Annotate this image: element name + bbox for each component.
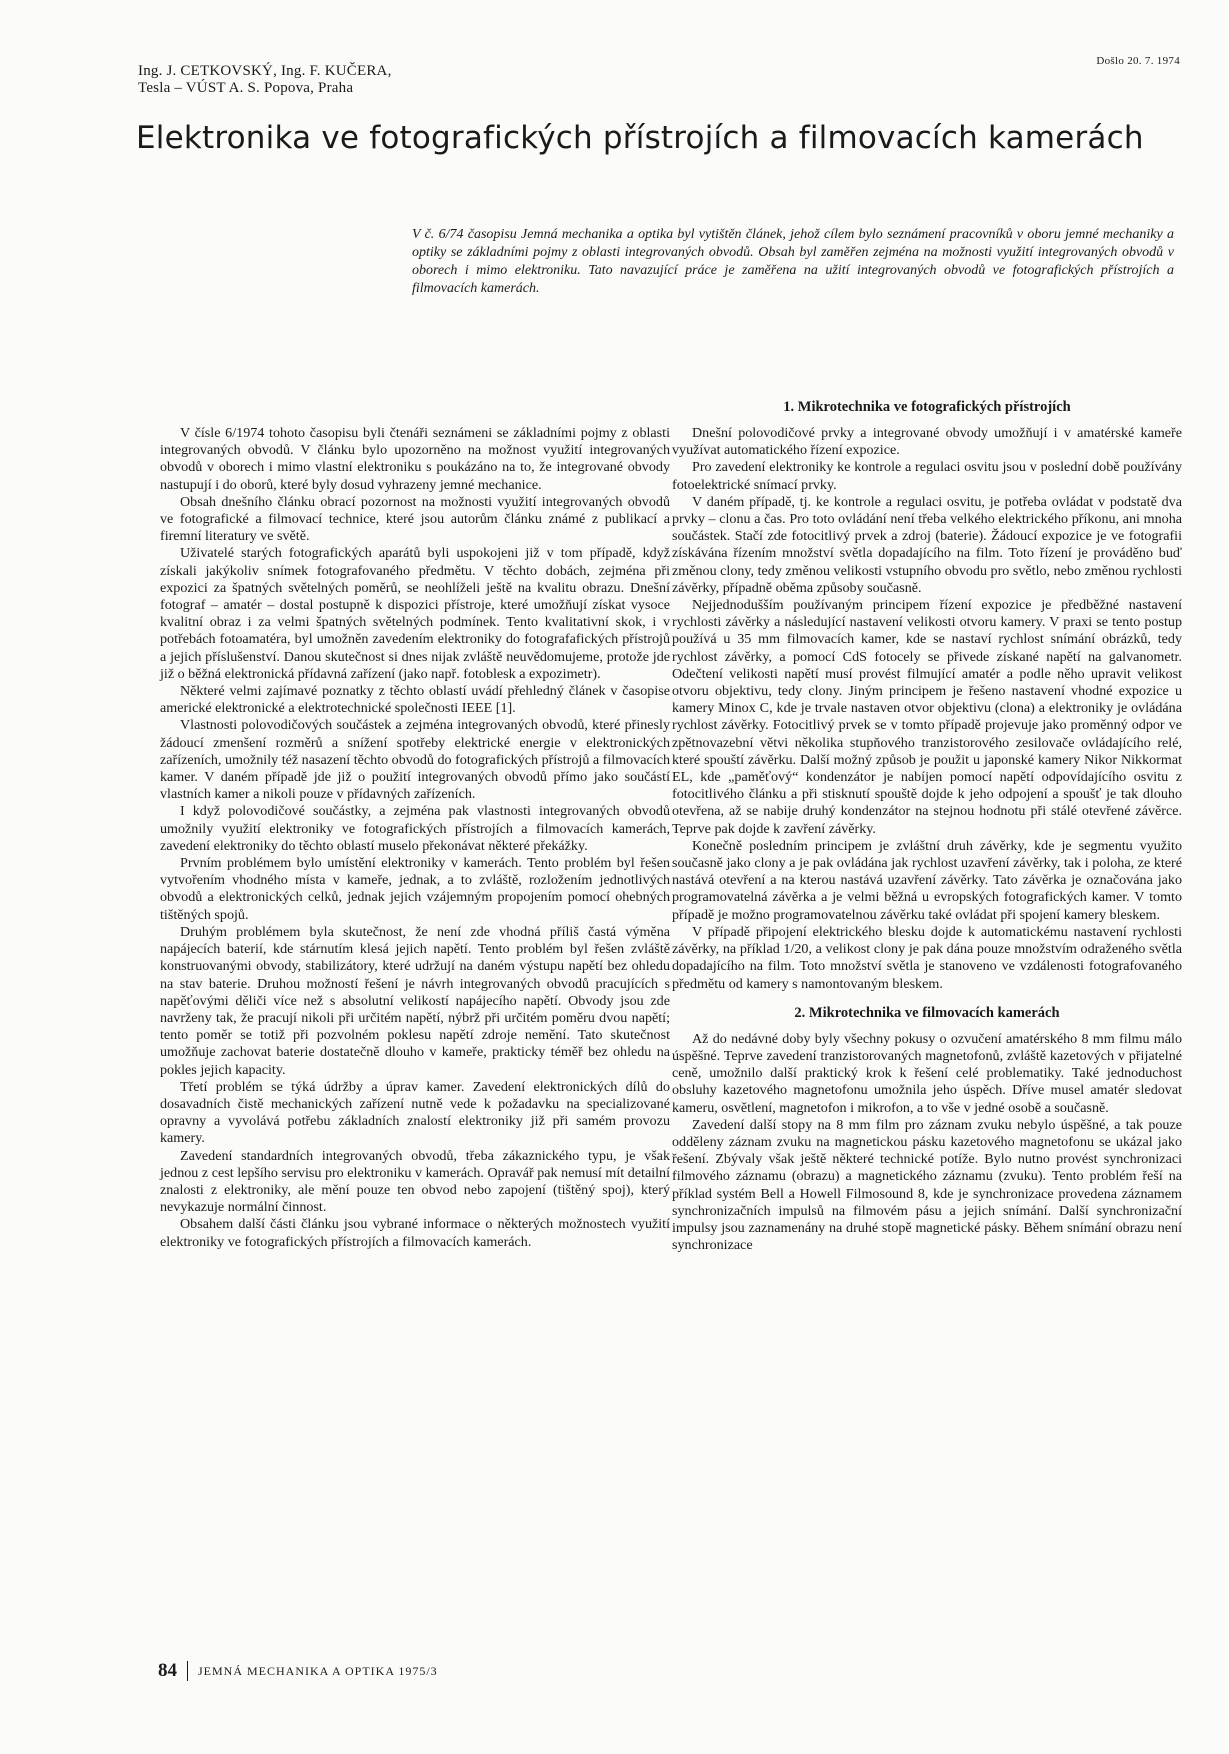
paragraph: I když polovodičové součástky, a zejména pak vlastnosti integrovaných obvodů umožnily využití elektroniky ve fotografických přístrojích a filmovacích kamerách, zavedení elektroniky do těchto oblastí muselo překonávat některé překážky. — [160, 803, 670, 854]
received-date: Došlo 20. 7. 1974 — [1096, 55, 1180, 67]
journal-name: JEMNÁ MECHANIKA A OPTIKA 1975/3 — [198, 1663, 438, 1678]
paragraph: Prvním problémem bylo umístění elektroniky v kamerách. Tento problém byl řešen vytvořením vhodného místa v kameře, jednak, a to zvláště, rozložením jednotlivých obvodů a elektronických celků, jednak jejich vzájemným propojením pomocí ohebných tištěných spojů. — [160, 855, 670, 923]
paragraph: Druhým problémem byla skutečnost, že není zde vhodná příliš častá výměna napájecích baterií, kde stárnutím klesá jejich napětí. Tento problém byl řešen zvláště konstruovanými obvody, stabilizátory, které udržují na daném výstupu napětí bez ohledu na stav baterie. Druhou možností řešení je návrh integrovaných obvodů pracujících s napěťovými děliči více než s absolutní velikostí napájecího napětí. Obvody jsou zde navrženy tak, že pracují nikoli při určitém napětí, nýbrž při určitém poměru dvou napětí; tento poměr se totiž při pozvolném poklesu napětí zdroje nemění. Tato skutečnost umožňuje zachovat baterie dostatečně dlouho v kameře, prakticky téměř bez ohledu na pokles jejich kapacity. — [160, 923, 670, 1078]
section-heading-1: 1. Mikrotechnika ve fotografických přístrojích — [783, 399, 1071, 415]
paragraph: Nejjednodušším používaným principem řízení expozice je předběžné nastavení rychlosti závěrky a následující nastavení velikosti otvoru kamery. V praxi se tento postup používá u 35 mm filmovacích kamer, kde se nastaví rychlost snímání obrázků, tedy rychlost závěrky, a pomocí CdS fotocely se přivede získané napětí na galvanometr. Odečtení velikosti napětí musí provést filmující amatér a podle něho upravit velikost otvoru objektivu, tedy clony. Jiným principem je řešeno nastavení vhodné expozice u kamery Minox C, kde je trvale nastaven otvor objektivu (clona) a elektroniky je ovládána rychlost závěrky. Fotocitlivý prvek se v tomto případě projevuje jako proměnný odpor ve zpětnovazební větvi několika stupňového tranzistorového zesilovače ovládajícího relé, které spouští závěrku. Další možný způsob je použit u japonské kamery Nikor Nikkormat EL, kde „paměťový“ kondenzátor je nabíjen pomocí napětí odpovídajícího osvitu z fotocitlivého článku a při stisknutí spouště dojde k jeho odpojení a spoušť je tak dlouho otevřena, až se nabije druhý kondenzátor na stejnou hodnotu při stálé otevřené závěrce. Teprve pak dojde k zavření závěrky. — [672, 597, 1182, 837]
footer-divider — [187, 1661, 188, 1681]
paragraph: V daném případě, tj. ke kontrole a regulaci osvitu, je potřeba ovládat v podstatě dva prvky – clonu a čas. Pro toto ovládání není třeba velkého elektrického příkonu, ani mnoha součástek. Stačí zde fotocitlivý prvek a zdroj (baterie). Žádoucí expozice je ve fotografii získávána řízením množství světla dopadajícího na film. Toto řízení je prováděno buď změnou clony, tedy změnou velikosti vstupního obvodu pro světlo, nebo změnou rychlosti závěrky, případně oběma způsoby současně. — [672, 493, 1182, 596]
paragraph: Dnešní polovodičové prvky a integrované obvody umožňují i v amatérské kameře využívat automatického řízení expozice. — [672, 425, 1182, 459]
authors-affiliation: Tesla – VÚST A. S. Popova, Praha — [138, 80, 354, 96]
paragraph: V případě připojení elektrického blesku dojde k automatickému nastavení rychlosti závěrky, na příklad 1/20, a velikost clony je pak dána pouze množstvím odraženého světla dopadajícího na film. Toto množství světla je stanoveno ve vzdálenosti fotografovaného předmětu od kamery s namontovaným bleskem. — [672, 923, 1182, 992]
paragraph: V čísle 6/1974 tohoto časopisu byli čtenáři seznámeni se základními pojmy z oblasti integrovaných obvodů. V článku bylo upozorněno na možnost využití integrovaných obvodů v oborech i mimo vlastní elektroniku s poukázáno na to, že integrované obvody nastupují i do oborů, které byly dosud vyhrazeny jemné mechanice. — [160, 425, 670, 493]
article-title: Elektronika ve fotografických přístrojích a filmovacích kamerách — [136, 120, 1144, 156]
author-block — [138, 63, 738, 97]
paragraph: Obsah dnešního článku obrací pozornost na možnosti využití integrovaných obvodů ve fotografické a filmovací technice, které jsou autorům článku známé z publikací a firemní literatury ve světě. — [160, 493, 670, 545]
paragraph: Některé velmi zajímavé poznatky z těchto oblastí uvádí přehledný článek v časopise americké elektronické a elektrotechnické společnosti IEEE [1]. — [160, 683, 670, 717]
paragraph: Pro zavedení elektroniky ke kontrole a regulaci osvitu jsou v poslední době používány fotoelektrické snímací prvky. — [672, 459, 1182, 493]
abstract: V č. 6/74 časopisu Jemná mechanika a optika byl vytištěn článek, jehož cílem bylo seznámení pracovníků v oboru jemné mechaniky a optiky se základními pojmy z oblasti integrovaných obvodů. Obsah byl zaměřen zejména na možnosti využití integrovaných obvodů v oborech i mimo elektroniku. Tato navazující práce je zaměřena na užití integrovaných obvodů ve fotografických přístrojích a filmovacích kamerách. — [412, 227, 1174, 296]
paragraph: Uživatelé starých fotografických aparátů byli uspokojeni již v tom případě, když získali jakýkoliv snímek fotografovaného předmětu. V těchto dobách, zejména při expozici za špatných světelných poměrů, se neohlíželi ještě na kvalitu obrazu. Dnešní fotograf – amatér – dostal postupně k dispozici přístroje, které umožňují získat vysoce kvalitní obraz i za velmi špatných světelných podmínek. Tento kvalitativní skok, i v potřebách fotoamatéra, byl umožněn zavedením elektroniky do fotografafických přístrojů a jejich příslušenství. Danou skutečnost si dnes nijak zvláště neuvědomujeme, protože jde již o běžná elektronická přídavná zařízení (jako např. fotoblesk a expozimetr). — [160, 545, 670, 682]
paragraph: Vlastnosti polovodičových součástek a zejména integrovaných obvodů, které přinesly žádoucí zmenšení rozměrů a snížení spotřeby elektrické energie v elektronických zařízeních, umožnily též nasazení těchto obvodů do fotografických přístrojů a filmovacích kamer. V daném případě jde již o použití integrovaných obvodů přímo jako součástí vlastních kamer a nikoli pouze v přídavných zařízeních. — [160, 717, 670, 803]
left-column — [160, 425, 670, 1251]
paragraph: Obsahem další části článku jsou vybrané informace o některých možnostech využití elektroniky ve fotografických přístrojích a filmovacích kamerách. — [160, 1216, 670, 1250]
paragraph: Zavedení další stopy na 8 mm film pro záznam zvuku nebylo úspěšné, a tak pouze odděleny záznam zvuku na magnetickou pásku kazetového magnetofonu se ukázal jako řešení. Zbývaly však ještě některé technické potíže. Bylo nutno provést synchronizaci filmového záznamu (obrazu) a magnetického záznamu (zvuku). Tento problém řeší na příklad systém Bell a Howell Filmosound 8, kde je synchronizace provedena záznamem synchronizačních impulsů na filmovém pásu a jejich snímání. Další synchronizační impulsy jsou zaznamenány na druhé stopě magnetické pásky. Během snímání obrazu není synchronizace — [672, 1116, 1182, 1254]
paragraph: Až do nedávné doby byly všechny pokusy o ozvučení amatérského 8 mm filmu málo úspěšné. Teprve zavedení tranzistorovaných magnetofonů, zvláště kazetových v přijatelné ceně, umožnilo další praktický krok k řešení celé problematiky. Také jednoduchost obsluhy kazetového magnetofonu umožnila jeho úspěch. Dříve musel amatér sledovat kameru, osvětlení, magnetofon i mikrofon, a to vše v jedné osobě a současně. — [672, 1030, 1182, 1116]
right-column — [672, 398, 1182, 1254]
page-number: 84 — [158, 1660, 177, 1681]
authors-names: Ing. J. CETKOVSKÝ, Ing. F. KUČERA, — [138, 63, 392, 79]
paragraph: Konečně posledním principem je zvláštní druh závěrky, kde je segmentu využito současně jako clony a je pak ovládána jak rychlost uzavření závěrky, tak i poloha, ze které nastává otevření a na kterou nastává uzavření závěrky. Tato závěrka je označována jako programovatelná závěrka a je velmi běžná u evropských fotografických kamer. V tomto případě je možno programovatelnou závěrku také ovládat při spojení kamery bleskem. — [672, 837, 1182, 923]
section-heading-2: 2. Mikrotechnika ve filmovacích kamerách — [794, 1004, 1060, 1021]
page-footer — [158, 1660, 658, 1682]
paragraph: Třetí problém se týká údržby a úprav kamer. Zavedení elektronických dílů do dosavadních čistě mechanických zařízení nutně vede k požadavku na specializované opravny a vyvolává potřebu základních znalostí elektroniky již při samém provozu kamery. — [160, 1078, 670, 1147]
paragraph: Zavedení standardních integrovaných obvodů, třeba zákaznického typu, je však jednou z cest lepšího servisu pro elektroniku v kamerách. Opravář pak nemusí mít detailní znalosti z elektroniky, ale mění pouze ten obvod nebo zapojení (tištěný spoj), který nevykazuje normální činnost. — [160, 1147, 670, 1216]
